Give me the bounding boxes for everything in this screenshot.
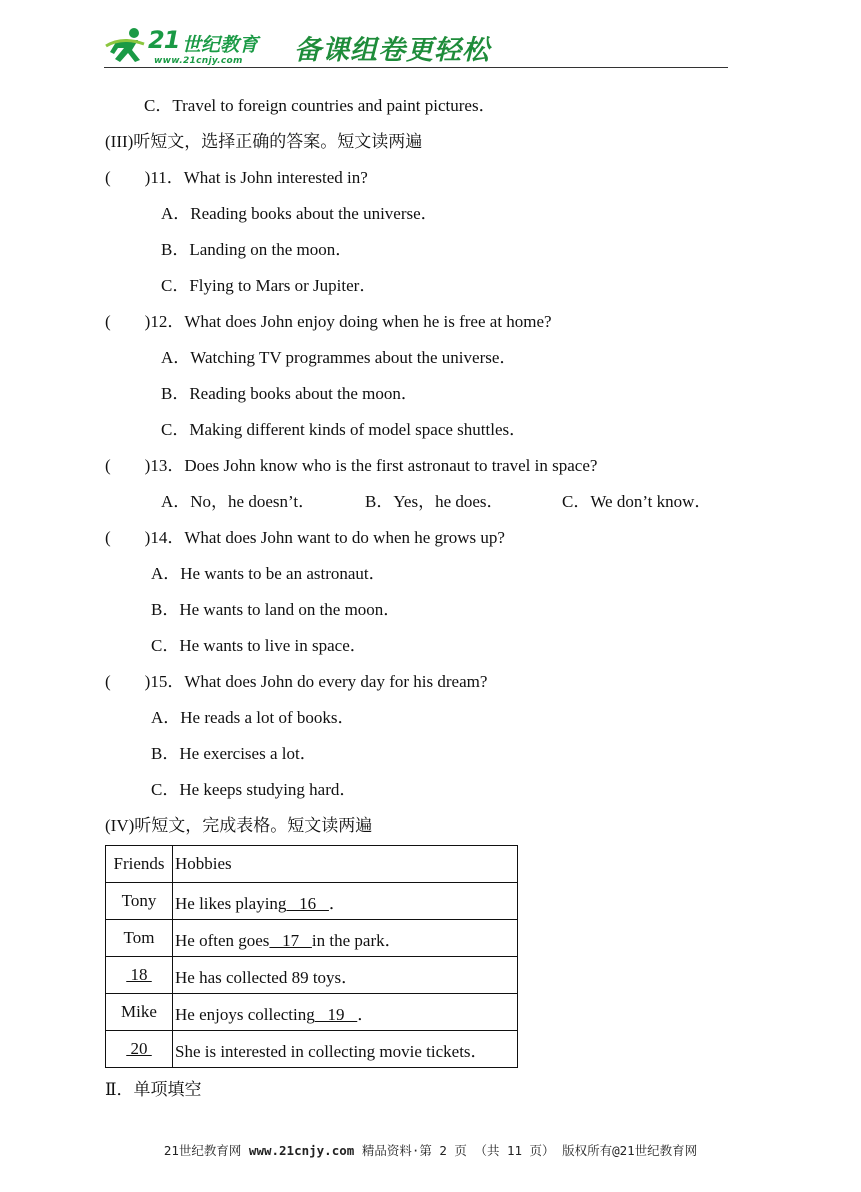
q11-option-c: C．Flying to Mars or Jupiter．	[161, 276, 377, 295]
q14-option-a: A．He wants to be an astronaut．	[151, 564, 386, 583]
table-row	[106, 994, 518, 1031]
footer-site: 21世纪教育网	[163, 1143, 242, 1158]
friend-cell	[106, 957, 173, 994]
hobby-cell	[173, 994, 518, 1031]
q12-option-c: C．Making different kinds of model space shuttles．	[161, 420, 527, 439]
q12-option-a: A．Watching TV programmes about the universe．	[161, 348, 517, 367]
blank-19: 19	[314, 1004, 358, 1024]
friend-cell: Mike	[106, 994, 173, 1031]
hobby-text: He enjoys collecting	[175, 1004, 315, 1024]
q11-option-b: B．Landing on the moon．	[161, 240, 353, 259]
hobby-cell: She is interested in collecting movie tickets．	[173, 1031, 518, 1068]
q15-option-c: C．He keeps studying hard．	[151, 780, 357, 799]
logo-number: 21	[148, 26, 180, 54]
question-14: ( )14．What does John want to do when he grows up?	[105, 528, 505, 547]
hobbies-table	[105, 845, 518, 1068]
section-3-heading: (III)听短文，选择正确的答案。短文读两遍	[105, 132, 423, 151]
blank-18: 18	[126, 965, 152, 984]
question-11: ( )11．What is John interested in?	[105, 168, 368, 187]
header-slogan: 备课组卷更轻松	[294, 35, 490, 66]
question-12: ( )12．What does John enjoy doing when he is free at home?	[105, 312, 552, 331]
q13-option-b: B．Yes，he does．	[365, 492, 504, 511]
page-footer	[0, 1141, 861, 1159]
table-row	[106, 883, 518, 920]
q14-option-c: C．He wants to live in space．	[151, 636, 367, 655]
table-row	[106, 957, 518, 994]
footer-page-info: 精品资料·第 2 页 （共 11 页） 版权所有@21世纪教育网	[361, 1143, 698, 1158]
hobby-cell	[173, 920, 518, 957]
question-13: ( )13．Does John know who is the first astronaut to travel in space?	[105, 456, 598, 475]
friend-cell	[106, 1031, 173, 1068]
hobby-text: He likes playing	[175, 893, 287, 913]
q15-option-a: A．He reads a lot of books．	[151, 708, 355, 727]
hobby-cell: He has collected 89 toys．	[173, 957, 518, 994]
blank-20: 20	[126, 1039, 152, 1058]
footer-url: www.21cnjy.com	[248, 1143, 355, 1158]
hobby-text: He often goes	[175, 930, 270, 950]
q13-option-c: C．We don’t know．	[562, 492, 712, 511]
friend-cell: Tony	[106, 883, 173, 920]
page-header	[104, 24, 728, 72]
table-row	[106, 920, 518, 957]
header-hobbies: Hobbies	[173, 846, 518, 883]
blank-16: 16	[286, 893, 329, 913]
q11-option-a: A．Reading books about the universe．	[161, 204, 438, 223]
q15-option-b: B．He exercises a lot．	[151, 744, 317, 763]
hobby-text-end: in the park．	[311, 930, 402, 950]
runner-logo-icon	[104, 26, 148, 66]
logo-text: 世纪教育	[182, 34, 259, 56]
hobby-cell	[173, 883, 518, 920]
question-15: ( )15．What does John do every day for his dream?	[105, 672, 488, 691]
q13-option-a: A．No，he doesn’t．	[161, 492, 316, 511]
hobby-text-end: ．	[328, 893, 346, 913]
hobby-text-end: ．	[357, 1004, 375, 1024]
q10-option-c: C．Travel to foreign countries and paint pictures．	[144, 96, 496, 115]
q12-option-b: B．Reading books about the moon．	[161, 384, 418, 403]
q14-option-b: B．He wants to land on the moon．	[151, 600, 401, 619]
section-II-heading: Ⅱ．单项填空	[105, 1080, 202, 1099]
table-row	[106, 1031, 518, 1068]
friend-cell: Tom	[106, 920, 173, 957]
logo-url: www.21cnjy.com	[154, 56, 243, 66]
table-header-row	[106, 846, 518, 883]
header-friends: Friends	[106, 846, 173, 883]
section-4-heading: (IV)听短文，完成表格。短文读两遍	[105, 816, 373, 835]
header-divider	[104, 67, 728, 68]
blank-17: 17	[269, 930, 312, 950]
